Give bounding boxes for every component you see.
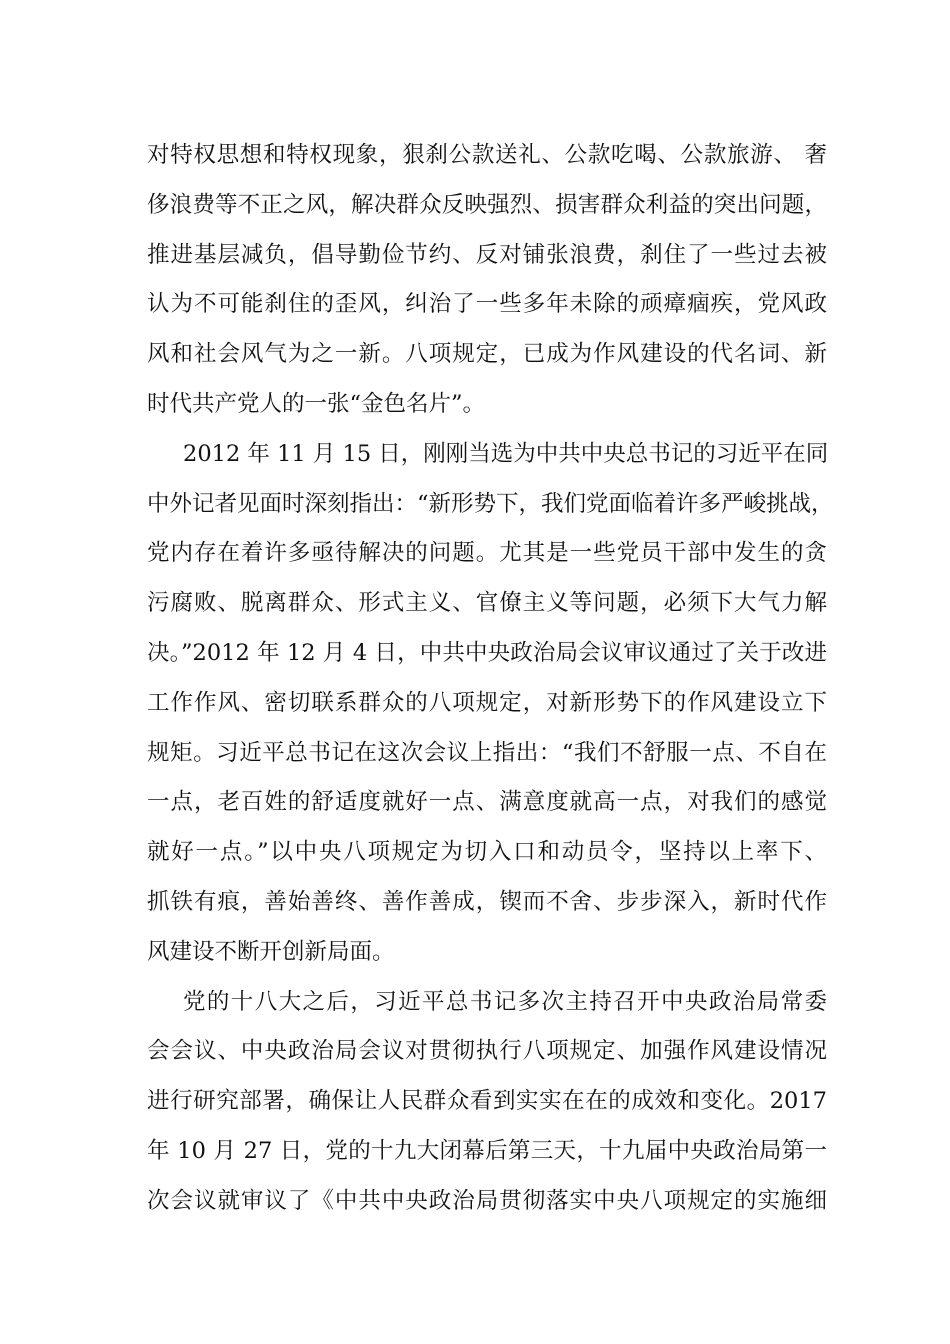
text-line: 抓铁有痕，善始善终、善作善成，锲而不舍、步步深入，新时代作 [147, 888, 827, 915]
text-line: 就好一点。”以中央八项规定为切入口和动员令，坚持以上率下、 [147, 839, 827, 866]
text-line: 进行研究部署，确保让人民群众看到实实在在的成效和变化。2017 [147, 1088, 827, 1115]
text-line: 工作作风、密切联系群众的八项规定，对新形势下的作风建设立下 [147, 689, 827, 716]
text-line: 规矩。习近平总书记在这次会议上指出：“我们不舒服一点、不自在 [147, 739, 827, 766]
document-body [147, 131, 834, 1227]
text-line: 对特权思想和特权现象，狠刹公款送礼、公款吃喝、公款旅游、 奢 [147, 142, 827, 168]
text-line: 党的十八大之后，习近平总书记多次主持召开中央政治局常委 [183, 988, 827, 1015]
text-line: 推进基层减负，倡导勤俭节约、反对铺张浪费，刹住了一些过去被 [147, 241, 827, 268]
text-line: 风建设不断开创新局面。 [147, 938, 395, 965]
text-line: 侈浪费等不正之风，解决群众反映强烈、损害群众利益的突出问题， [147, 191, 827, 218]
text-line: 2012 年 11 月 15 日，刚刚当选为中共中央总书记的习近平在同 [183, 440, 829, 467]
text-line: 风和社会风气为之一新。八项规定，已成为作风建设的代名词、新 [147, 341, 827, 368]
text-line: 污腐败、脱离群众、形式主义、官僚主义等问题，必须下大气力解 [147, 590, 827, 617]
text-line: 党内存在着许多亟待解决的问题。尤其是一些党员干部中发生的贪 [147, 540, 827, 567]
text-line: 认为不可能刹住的歪风，纠治了一些多年未除的顽瘴痼疾，党风政 [147, 291, 827, 318]
text-line: 一点，老百姓的舒适度就好一点、满意度就高一点，对我们的感觉 [147, 789, 827, 816]
text-line: 决。”2012 年 12 月 4 日，中共中央政治局会议审议通过了关于改进 [147, 639, 827, 666]
text-line: 中外记者见面时深刻指出：“新形势下，我们党面临着许多严峻挑战， [147, 490, 834, 517]
text-line: 会会议、中央政治局会议对贯彻执行八项规定、加强作风建设情况 [147, 1038, 827, 1065]
text-line: 年 10 月 27 日，党的十九大闭幕后第三天，十九届中央政治局第一 [147, 1137, 827, 1164]
text-line: 时代共产党人的一张“金色名片”。 [147, 390, 486, 417]
text-line: 次会议就审议了《中共中央政治局贯彻落实中央八项规定的实施细 [147, 1187, 827, 1214]
